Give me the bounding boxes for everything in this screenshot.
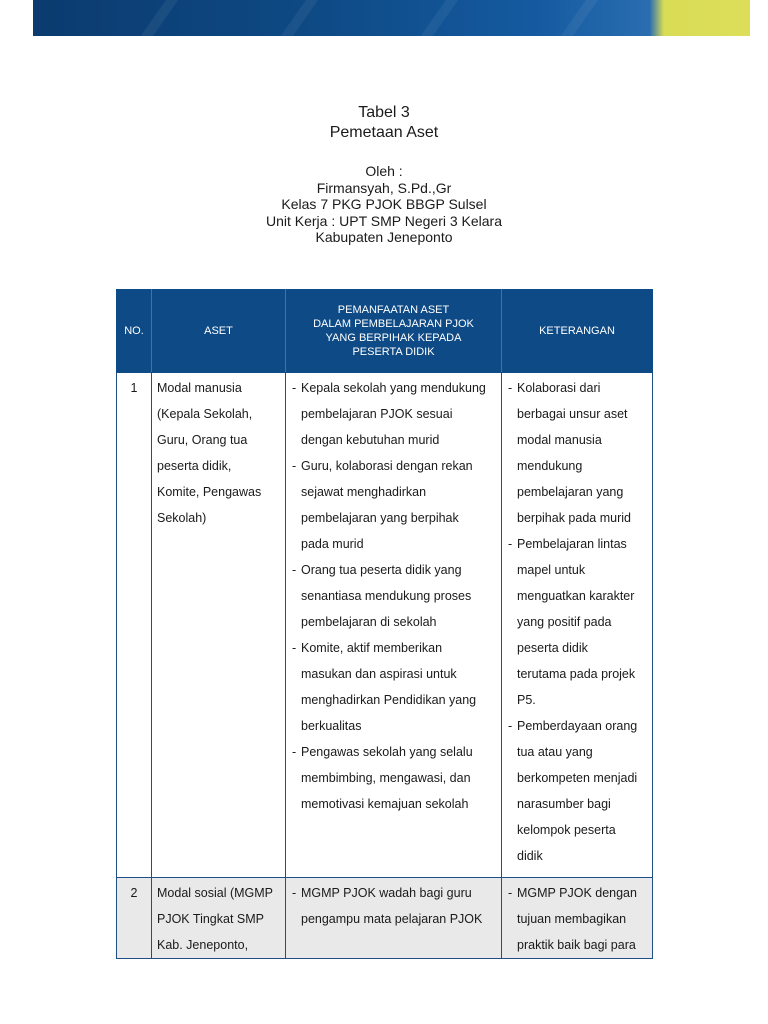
list-item: - Pengawas sekolah yang selalu membimbing, mengawasi, dan memotivasi kemajuan sekolah: [291, 739, 496, 817]
table-row: [117, 878, 653, 959]
author-class: Kelas 7 PKG PJOK BBGP Sulsel: [281, 196, 487, 212]
table-header-row: [117, 290, 653, 373]
author-name: Firmansyah, S.Pd.,Gr: [316, 179, 452, 196]
list-item: - Pembelajaran lintas mapel untuk menguatkan karakter yang positif pada peserta didik terutama pada projek P5.: [507, 531, 647, 713]
cell-aset: Modal manusia (Kepala Sekolah, Guru, Orang tua peserta didik, Komite, Pengawas Sekolah): [152, 373, 286, 878]
list-item: - Orang tua peserta didik yang senantiasa mendukung proses pembelajaran di sekolah: [291, 557, 496, 635]
cell-no: 2: [117, 878, 152, 959]
list-item: - MGMP PJOK dengan tujuan membagikan praktik baik bagi para: [507, 880, 647, 958]
document-title: Pemetaan Aset: [329, 124, 439, 141]
cell-pemanfaatan: [286, 878, 502, 959]
header-aset: ASET: [152, 290, 286, 373]
cell-keterangan: [502, 373, 653, 878]
list-item: - Komite, aktif memberikan masukan dan aspirasi untuk menghadirkan Pendidikan yang berkualitas: [291, 635, 496, 739]
author-block: [0, 163, 768, 246]
list-item: - Kolaborasi dari berbagai unsur aset modal manusia mendukung pembelajaran yang berpihak pada murid: [507, 375, 647, 531]
cell-keterangan: [502, 878, 653, 959]
cell-no: 1: [117, 373, 152, 878]
cell-pemanfaatan: [286, 373, 502, 878]
list-item: - Guru, kolaborasi dengan rekan sejawat menghadirkan pembelajaran yang berpihak pada murid: [291, 453, 496, 557]
header-no: NO.: [117, 290, 152, 373]
list-item: - Kepala sekolah yang mendukung pembelajaran PJOK sesuai dengan kebutuhan murid: [291, 375, 496, 453]
list-item: - MGMP PJOK wadah bagi guru pengampu mata pelajaran PJOK: [291, 880, 496, 932]
asset-mapping-table: [116, 289, 653, 959]
author-regency: Kabupaten Jeneponto: [315, 229, 453, 245]
author-by-label: Oleh :: [365, 163, 403, 179]
header-keterangan: KETERANGAN: [502, 290, 653, 373]
table-row: [117, 373, 653, 878]
list-item: - Pemberdayaan orang tua atau yang berkompeten menjadi narasumber bagi kelompok peserta didik: [507, 713, 647, 869]
header-pemanfaatan: PEMANFAATAN ASET DALAM PEMBELAJARAN PJOK YANG BERPIHAK KEPADA PESERTA DIDIK: [286, 290, 502, 373]
cell-aset: Modal sosial (MGMP PJOK Tingkat SMP Kab. Jeneponto,: [152, 878, 286, 959]
table-number: Tabel 3: [358, 104, 410, 121]
header-banner: [33, 0, 750, 36]
author-work-unit: Unit Kerja : UPT SMP Negeri 3 Kelara: [265, 212, 503, 229]
